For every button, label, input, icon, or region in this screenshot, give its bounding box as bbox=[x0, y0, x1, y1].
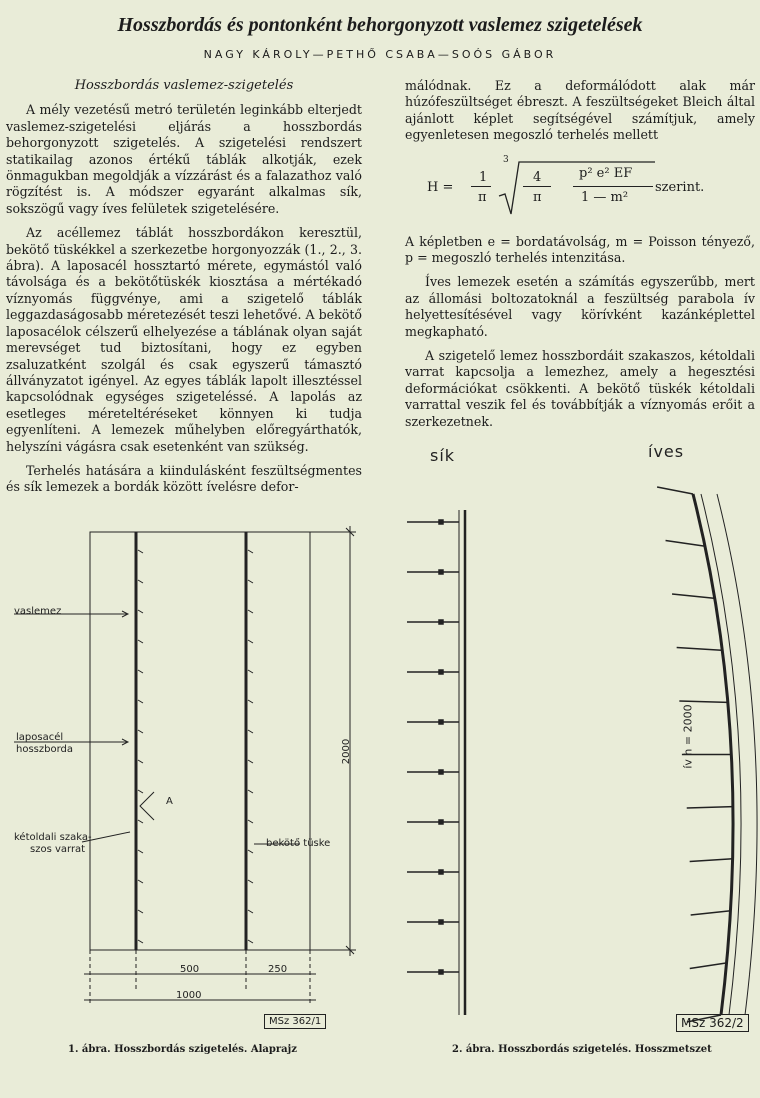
paragraph: A szigetelő lemez hosszbordáit szakaszos, kétoldali varrat kapcsolja a lemezhez, amely a hegesztési deformációkat csökkenti. A bekötő tüskék kétoldali varrattal veszik fel és továbbítják a víznyomás erőit a szerkezetnek. bbox=[405, 348, 755, 429]
left-text-column bbox=[6, 78, 362, 504]
label-hosszborda: hosszborda bbox=[16, 744, 74, 755]
paragraph: A képletben e = bordatávolság, m = Poisson tényező, p = megoszló terhelés intenzitása. bbox=[405, 233, 755, 266]
label-szakaszos: szos varrat bbox=[30, 844, 86, 855]
figure-1-drawing bbox=[0, 510, 390, 1040]
rib-flat-stud bbox=[439, 770, 443, 774]
formula-num: 4 bbox=[533, 169, 542, 185]
figure-1-code: MSz 362/1 bbox=[264, 1014, 326, 1029]
caption-number: 1. ábra. bbox=[68, 1044, 111, 1055]
root-sign bbox=[497, 158, 657, 218]
label-sik: sík bbox=[430, 446, 456, 465]
rib-flat-stud bbox=[439, 670, 443, 674]
formula-num: 1 bbox=[479, 169, 488, 185]
rib-flat-stud bbox=[439, 520, 443, 524]
caption-number: 2. ábra. bbox=[452, 1044, 495, 1055]
dim-1000: 1000 bbox=[176, 990, 202, 1001]
rib-flat-stud bbox=[439, 720, 443, 724]
rib-flat-stud bbox=[439, 870, 443, 874]
dim-500: 500 bbox=[180, 964, 200, 975]
caption-text: Hosszbordás szigetelés. Alaprajz bbox=[114, 1044, 297, 1055]
label-ives: íves bbox=[648, 442, 685, 461]
caption-text: Hosszbordás szigetelés. Hosszmetszet bbox=[498, 1044, 712, 1055]
authors: NAGY KÁROLY—PETHŐ CSABA—SOÓS GÁBOR bbox=[203, 48, 557, 61]
root-index: 3 bbox=[503, 154, 509, 165]
label-laposacel: laposacél bbox=[16, 732, 64, 743]
dim-ivh-2000: ív h = 2000 bbox=[681, 704, 695, 769]
paragraph: Íves lemezek esetén a számítás egyszerűbb, mert az állomási boltozatoknál a feszültség parabola ív helyettesítésével vagy körívként kazánképlettel megkapható. bbox=[405, 274, 755, 339]
section-heading: Hosszbordás vaslemez-szigetelés bbox=[74, 78, 294, 93]
label-vaslemez: vaslemez bbox=[14, 606, 62, 617]
rib-flat-stud bbox=[439, 970, 443, 974]
formula-lhs: H = bbox=[427, 179, 454, 195]
formula-suffix: szerint. bbox=[655, 179, 705, 195]
bleich-formula bbox=[405, 152, 755, 226]
rib-curved bbox=[687, 807, 733, 808]
right-text-column bbox=[405, 78, 755, 438]
rib-curved bbox=[677, 648, 722, 651]
rib-curved bbox=[691, 911, 731, 915]
figure-2-drawing bbox=[395, 470, 760, 1030]
rib-flat-stud bbox=[439, 920, 443, 924]
rib-curved bbox=[666, 541, 705, 547]
rib-curved bbox=[679, 701, 727, 702]
page-title: Hosszbordás és pontonként behorgonyzott vaslemez szigetelések bbox=[117, 14, 643, 36]
formula-den: 1 — m² bbox=[581, 189, 629, 205]
rib-flat-stud bbox=[439, 620, 443, 624]
rib-flat-stud bbox=[439, 820, 443, 824]
dim-250: 250 bbox=[268, 964, 288, 975]
figure-2-caption bbox=[452, 1044, 712, 1055]
rib-curved bbox=[690, 859, 733, 862]
formula-num: p² e² EF bbox=[579, 165, 633, 181]
dim-2000: 2000 bbox=[341, 738, 353, 765]
formula-den: π bbox=[478, 189, 487, 205]
label-ketoldali: kétoldali szaka- bbox=[14, 832, 92, 843]
rib-curved bbox=[690, 963, 727, 969]
paragraph: Az acéllemez táblát hosszbordákon keresztül, bekötő tüskékkel a szerkezetbe horgonyozzák (1., 2., 3. ábra). A laposacél hossztartó mérete, egymástól való távolsága és a bekötőtüskék kiosztása a mértékadó víznyomás függvénye, ami a szigetelő táblák leggazdaságosabb méretezését teszi lehetővé. A bekötő laposacélok célszerű elhelyezése a táblának olyan saját merevséget tud biztosítani, hogy ez egyben zsaluzatként szolgál és csak egyszerű támasztó állványzatot igényel. Az egyes táblák lapolt illesztéssel kapcsolódnak egységes szigeteléssé. A lapolás az esetleges méreteltéréseket könnyen ki tudja egyenlíteni. A lemezek műhelyben előregyárthatók, helyszíni vágásra csak esetenként van szükség. bbox=[6, 225, 362, 454]
rib-curved bbox=[672, 594, 714, 598]
rib-curved bbox=[657, 487, 693, 494]
figure-2-code: MSz 362/2 bbox=[676, 1014, 749, 1032]
figure-1-caption bbox=[68, 1044, 297, 1055]
rib-flat-stud bbox=[439, 570, 443, 574]
paragraph: málódnak. Ez a deformálódott alak már húzófeszültséget ébreszt. A feszültségeket Bleich által ajánlott képlet segítségével számítjuk, amely egyenletesen megoszló terhelés mellett bbox=[405, 78, 755, 143]
formula-den: π bbox=[533, 189, 542, 205]
paragraph: A mély vezetésű metró területén leginkább elterjedt vaslemez-szigetelési eljárás a hosszbordás behorgonyzott szigetelés. A szigetelési rendszert statikailag azonos értékű táblák alkotják, ezek önmagukban megoldják a vízzárást és a falazathoz való rögzítést is. A módszer egyaránt alkalmas sík, sokszögű vagy íves felületek szigetelésére. bbox=[6, 102, 362, 216]
cut-mark: A bbox=[166, 796, 173, 807]
paragraph: Terhelés hatására a kiindulásként feszültségmentes és sík lemezek a bordák között ívelésre defor- bbox=[6, 462, 362, 495]
label-bekoto-tuske: bekötő tüske bbox=[266, 838, 331, 849]
